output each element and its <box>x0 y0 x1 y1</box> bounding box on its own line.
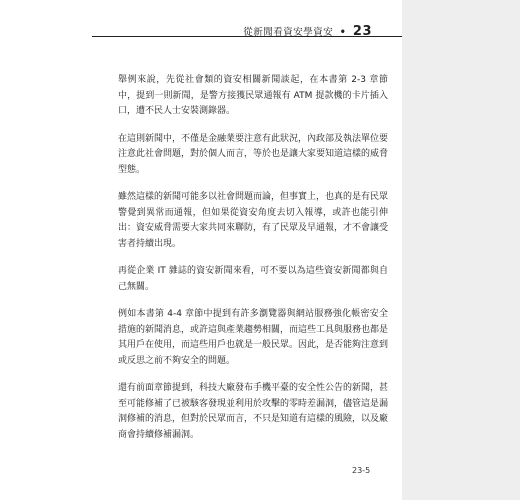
paragraph: 例如本書第 4-4 章節中提到有許多瀏覽器與網站服務強化帳密安全措施的新聞消息，或許這與產業趨勢相關，而這些工具與服務也都是其用戶在使用，而這些用戶也就是一般民眾。因此，是否能夠注意到或反思之前不夠安全的問題。 <box>118 309 389 366</box>
header-page-number: 23 <box>352 24 372 39</box>
paragraph: 再從企業 IT 雜誌的資安新聞來看，可不要以為這些資安新聞都與自己無關。 <box>118 266 388 292</box>
paragraph: 舉例來說，先從社會類的資安相關新聞談起，在本書第 2-3 章節中，提到一則新聞，是警方接獲民眾通報有 ATM 提款機的卡片插入口，遭不民人士安裝測錄器。 <box>118 75 388 116</box>
body-text <box>118 73 388 455</box>
paragraph: 在這則新聞中，不僅是金融業要注意有此狀況，內政部及執法單位要注意此社會問題，對於個人而言，等於也是讓大家要知道這樣的威脅型態。 <box>118 133 389 175</box>
header-section-title: 從新聞看資安學資安 <box>243 27 334 38</box>
paragraph: 還有前面章節提到，科技大廠發布手機平臺的安全性公告的新聞，甚至可能修補了已被駭客發現並利用於攻擊的零時差漏洞，儘管這是漏洞修補的消息，但對於民眾而言，不只是知道有這樣的風險，以及廠商會持續修補漏洞。 <box>118 383 389 440</box>
footer-page-number: 23-5 <box>352 466 371 475</box>
header-separator: • <box>339 27 347 38</box>
page-edge-shadow <box>402 0 520 500</box>
paragraph: 雖然這樣的新聞可能多以社會問題而論，但事實上，也真的是有民眾警覺到異常而通報，但如果從資安角度去切入報導，或許也能引伸出：資安威脅需要大家共同來聯防，有了民眾及早通報，才不會讓受害者持續出現。 <box>118 192 389 249</box>
header-rule <box>92 36 402 37</box>
